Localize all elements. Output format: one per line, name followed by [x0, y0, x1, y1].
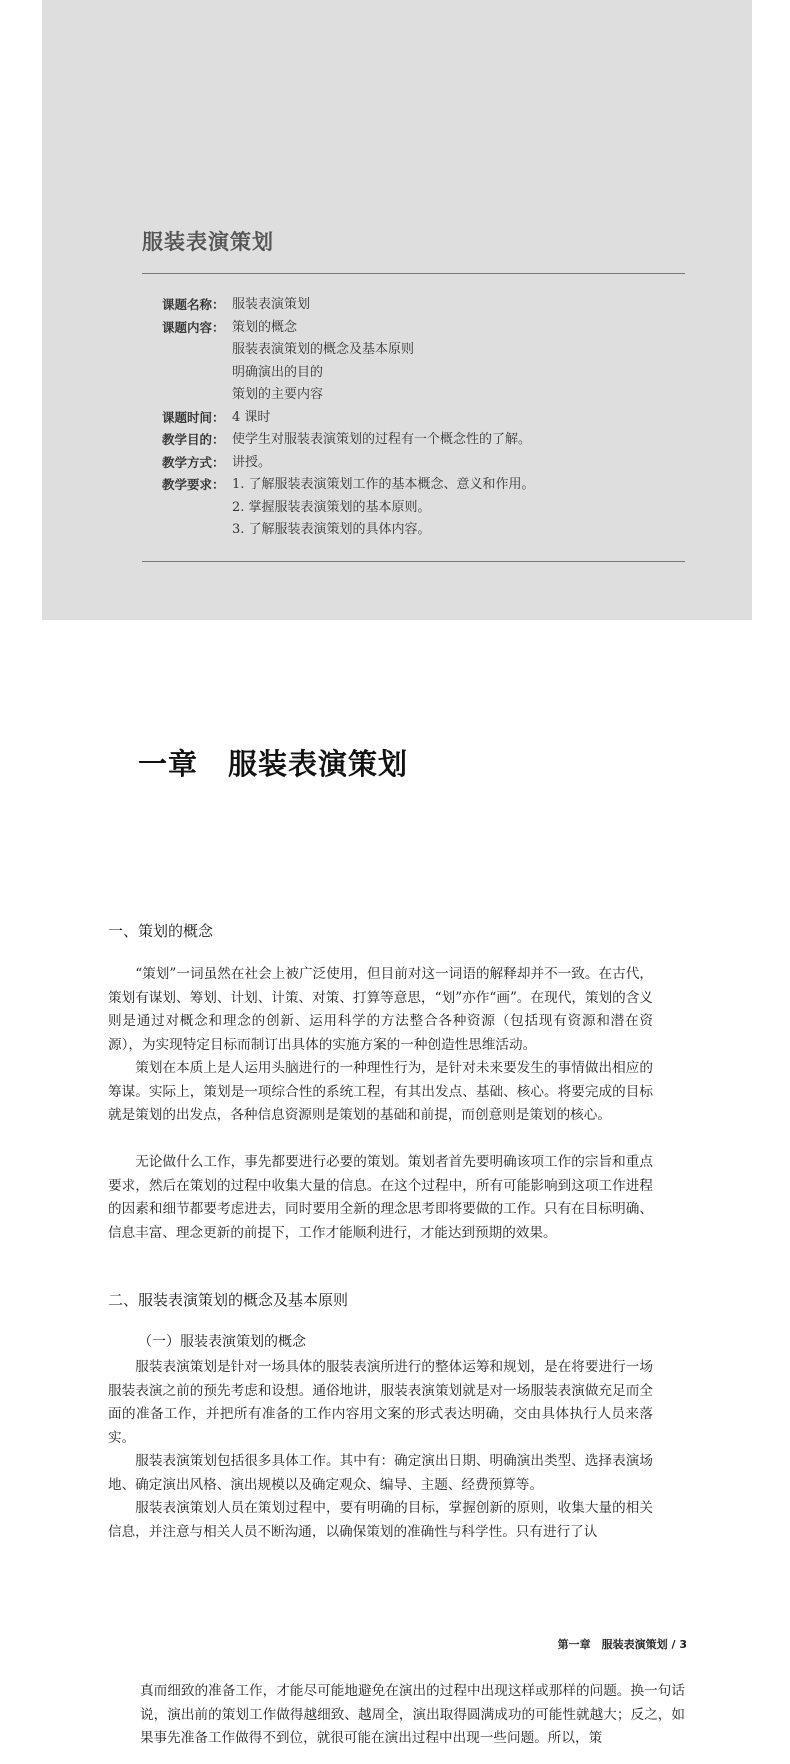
info-value: 服装表演策划: [232, 297, 311, 312]
info-label: 课题名称：: [162, 297, 225, 312]
section2-paragraph-2: 服装表演策划包括很多具体工作。其中有：确定演出日期、明确演出类型、选择表演场地、确定演出风格、演出规模以及确定观众、编导、主题、经费预算等。: [108, 1453, 653, 1493]
info-value: 策划的概念: [232, 319, 298, 335]
section-heading-2: 二、服装表演策划的概念及基本原则: [108, 1291, 349, 1309]
info-values: [232, 452, 271, 475]
section-heading-1: 一、策划的概念: [108, 922, 214, 940]
info-value: 1. 了解服装表演策划工作的基本概念、意义和作用。: [232, 477, 535, 492]
section1-paragraph-3: 无论做什么工作，事先都要进行必要的策划。策划者首先要明确该项工作的宗旨和重点要求，然后在策划的过程中收集大量的信息。在这个过程中，所有可能影响到这项工作进程的因素和细节都要考虑进去，同时要用全新的理念思考即将要做的工作。只有在目标明确、信息丰富、理念更新的前提下，工作才能顺利进行，才能达到预期的效果。: [108, 1154, 653, 1241]
section1-paragraph-2: 策划在本质上是人运用头脑进行的一种理性行为，是针对未来要发生的事情做出相应的筹谋。实际上，策划是一项综合性的系统工程，有其出发点、基础、核心。将要完成的目标就是策划的出发点，各种信息资源则是策划的基础和前提，而创意则是策划的核心。: [108, 1060, 653, 1123]
info-values: [232, 407, 270, 430]
subsection-heading: （一）服装表演策划的概念: [138, 1334, 306, 1350]
info-label: 课题内容：: [162, 319, 225, 335]
info-value: 2. 掌握服装表演策划的基本原则。: [232, 499, 431, 515]
info-value: 服装表演策划的概念及基本原则: [232, 342, 415, 357]
info-value: 策划的主要内容: [232, 387, 324, 402]
chapter-heading: 一章 服装表演策划: [138, 747, 409, 781]
info-row: [162, 429, 535, 452]
course-info-list: [162, 294, 535, 542]
info-values: [232, 429, 531, 452]
section1-paragraph-1: “策划”一词虽然在社会上被广泛使用，但目前对这一词语的解释却并不一致。在古代，策划有谋划、筹划、计划、计策、对策、打算等意思，“划”亦作“画”。在现代，策划的含义则是通过对概念和理念的创新、运用科学的方法整合各种资源（包括现有资源和潜在资源），为实现特定目标而制订出具体的实施方案的一种创造性思维活动。: [108, 966, 653, 1053]
running-head: 第一章 服装表演策划 / 3: [557, 1638, 687, 1651]
info-values: [232, 294, 310, 317]
info-label: 教学目的：: [162, 432, 225, 447]
info-value: 讲授。: [232, 454, 272, 470]
info-value: 明确演出的目的: [232, 364, 324, 380]
panel-title: 服装表演策划: [142, 230, 274, 254]
info-values: [232, 317, 414, 407]
info-row: [162, 407, 535, 430]
info-label: 课题时间：: [162, 409, 225, 425]
info-row: [162, 317, 535, 407]
info-value: 4 课时: [232, 409, 271, 425]
info-row: [162, 474, 535, 542]
info-values: [232, 474, 535, 542]
info-value: 3. 了解服装表演策划的具体内容。: [232, 522, 431, 537]
info-row: [162, 294, 535, 317]
section2-paragraph-1: 服装表演策划是针对一场具体的服装表演所进行的整体运筹和规划，是在将要进行一场服装表演之前的预先考虑和设想。通俗地讲，服装表演策划就是对一场服装表演做充足而全面的准备工作，并把所有准备的工作内容用文案的形式表达明确，交由具体执行人员来落实。: [108, 1359, 653, 1446]
section2-paragraph-3: 服装表演策划人员在策划过程中，要有明确的目标，掌握创新的原则，收集大量的相关信息，并注意与相关人员不断沟通，以确保策划的准确性与科学性。只有进行了认: [108, 1500, 653, 1540]
info-label: 教学要求：: [162, 477, 225, 492]
panel-rule-bottom: [142, 561, 685, 562]
info-value: 使学生对服装表演策划的过程有一个概念性的了解。: [232, 432, 532, 447]
next-page-paragraph: 真而细致的准备工作，才能尽可能地避免在演出的过程中出现这样或那样的问题。换一句话说，演出前的策划工作做得越细致、越周全，演出取得圆满成功的可能性就越大；反之，如果事先准备工作做得不到位，就很可能在演出过程中出现一些问题。所以，策: [140, 1683, 685, 1746]
info-label: 教学方式：: [162, 454, 225, 470]
panel-rule-top: [142, 273, 685, 274]
info-row: [162, 452, 535, 475]
